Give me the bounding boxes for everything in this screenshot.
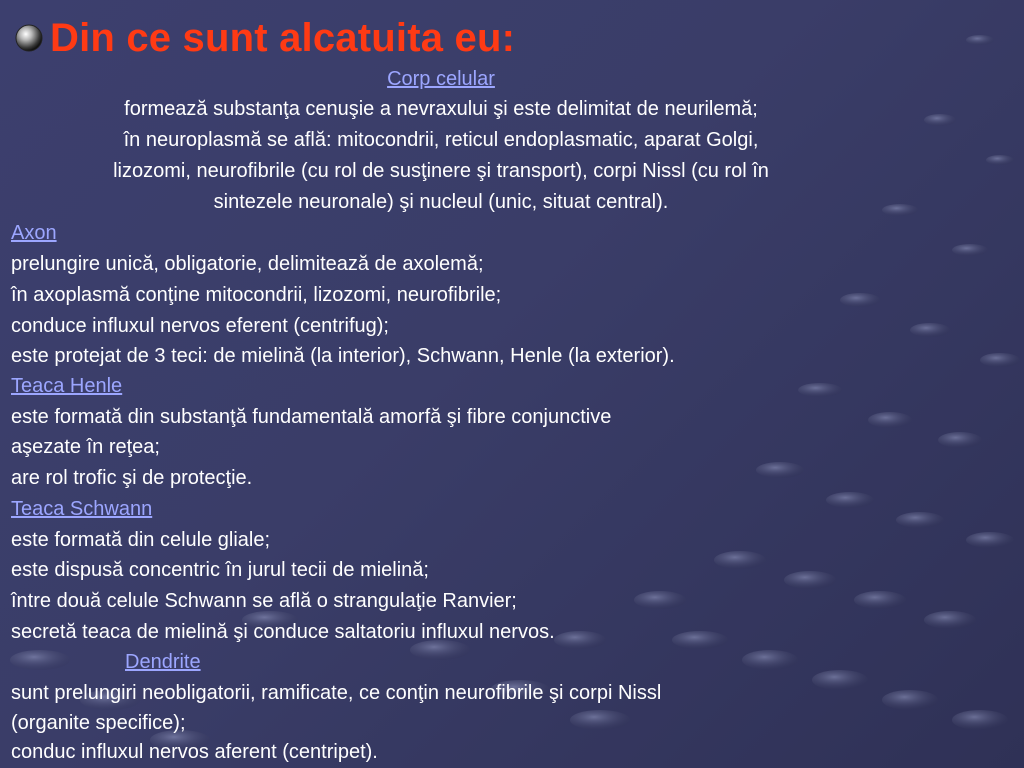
dendrite-line-3: conduc influxul nervos aferent (centripet). <box>11 741 378 763</box>
corp-line-2: în neuroplasmă se află: mitocondrii, reticul endoplasmatic, aparat Golgi, <box>123 129 759 151</box>
axon-line-4: este protejat de 3 teci: de mielină (la interior), Schwann, Henle (la exterior). <box>11 345 675 367</box>
teaca-schwann-link[interactable]: Teaca Schwann <box>11 498 153 520</box>
henle-line-1: este formată din substanţă fundamentală amorfă şi fibre conjunctive <box>11 406 612 428</box>
corp-celular-link[interactable]: Corp celular <box>387 68 495 90</box>
corp-line-1: formează substanţa cenuşie a nevraxului şi este delimitat de neurilemă; <box>124 98 758 120</box>
schwann-line-4: secretă teaca de mielină şi conduce saltatoriu influxul nervos. <box>11 621 555 643</box>
henle-line-3: are rol trofic şi de protecţie. <box>11 467 253 489</box>
axon-line-2: în axoplasmă conţine mitocondrii, lizozomi, neurofibrile; <box>11 284 502 306</box>
teaca-henle-link[interactable]: Teaca Henle <box>11 375 123 397</box>
dendrite-line-2: (organite specifice); <box>11 712 186 734</box>
schwann-line-2: este dispusă concentric în jurul tecii de mielină; <box>11 559 429 581</box>
henle-line-2: aşezate în reţea; <box>11 436 160 458</box>
dendrite-line-1: sunt prelungiri neobligatorii, ramificate, ce conţin neurofibrile şi corpi Nissl <box>11 682 662 704</box>
axon-line-3: conduce influxul nervos eferent (centrifug); <box>11 315 389 337</box>
title-row <box>14 14 515 62</box>
schwann-line-1: este formată din celule gliale; <box>11 529 271 551</box>
sphere-bullet-icon <box>14 23 44 53</box>
slide-title: Din ce sunt alcatuita eu: <box>50 16 516 60</box>
corp-line-3: lizozomi, neurofibrile (cu rol de susţinere şi transport), corpi Nissl (cu rol în <box>113 160 769 182</box>
axon-link[interactable]: Axon <box>11 222 57 244</box>
dendrite-link[interactable]: Dendrite <box>125 651 201 673</box>
corp-line-4: sintezele neuronale) şi nucleul (unic, situat central). <box>213 191 669 213</box>
schwann-line-3: între două celule Schwann se află o strangulaţie Ranvier; <box>11 590 517 612</box>
axon-line-1: prelungire unică, obligatorie, delimitează de axolemă; <box>11 253 484 275</box>
